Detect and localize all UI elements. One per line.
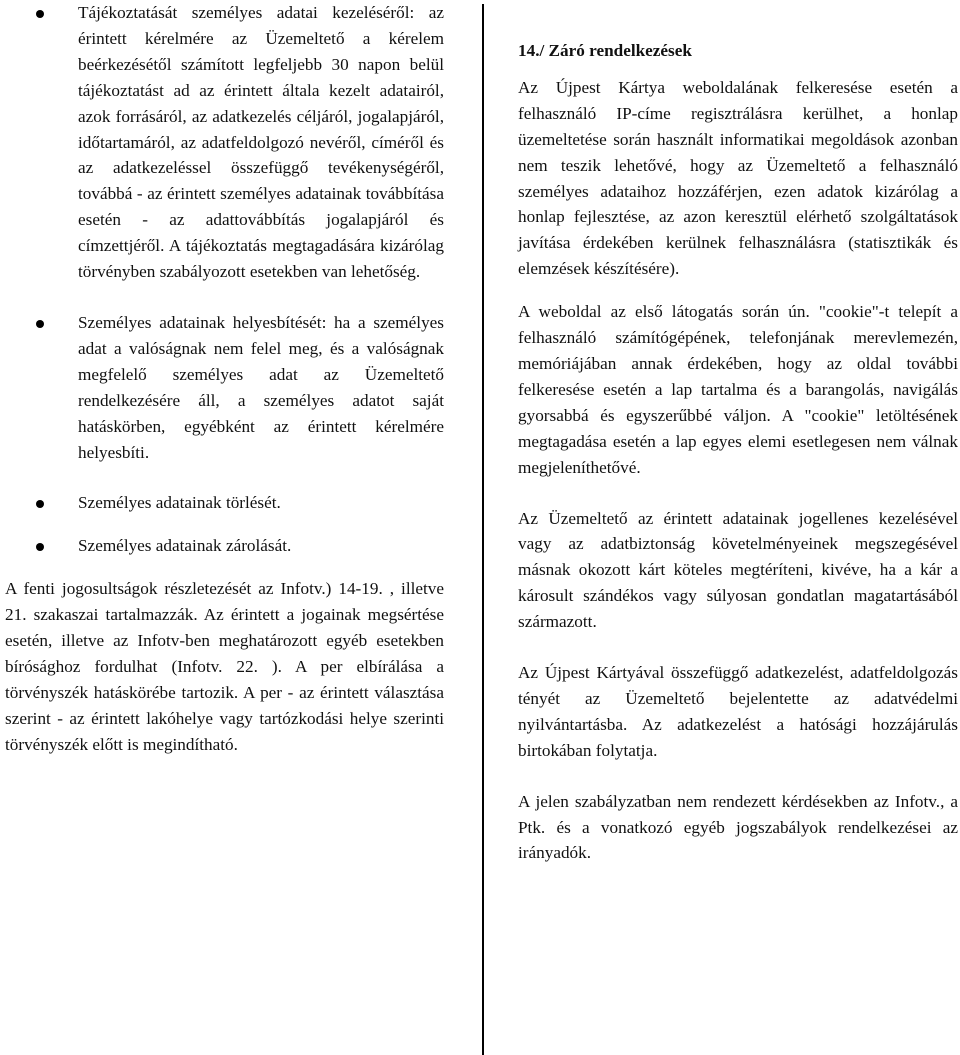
list-item-text: Tájékoztatását személyes adatai kezeléséről: az érintett kérelmére az Üzemeltető a kérelem beérkezésétől számított legfeljebb 30 napon belül tájékoztatást ad az érintett általa kezelt adatairól, azok forrásáról, az adatkezelés céljáról, jogalapjáról, időtartamáról, az adatfeldolgozó nevéről, címéről és az adatkezeléssel összefüggő tevékenységéről, továbbá - az érintett személyes adatainak továbbítása esetén - az adattovábbítás jogalapjáról és címzettjéről. A tájékoztatás megtagadására kizárólag törvényben szabályozott esetekben van lehetőség. <box>78 3 444 282</box>
list-item <box>5 0 444 285</box>
list-item <box>5 490 444 516</box>
bullet-icon <box>36 500 44 508</box>
paragraph: Az Újpest Kártyával összefüggő adatkezelést, adatfeldolgozás tényét az Üzemeltető bejelentette az adatvédelmi nyilvántartásba. Az adatkezelést a hatósági hozzájárulás birtokában folytatja. <box>518 663 958 760</box>
bullet-icon <box>36 10 44 18</box>
list-item-text: Személyes adatainak helyesbítését: ha a személyes adat a valóságnak nem felel meg, és a valóságnak megfelelő személyes adat az Üzemeltető rendelkezésére áll, a személyes adatot saját hatáskörben, egyébként az érintett kérelmére helyesbíti. <box>78 312 444 462</box>
paragraph: Az Újpest Kártya weboldalának felkeresése esetén a felhasználó IP-címe regisztrálásra kerülhet, a honlap üzemeltetése során használt informatikai megoldások azonban nem teszik lehetővé, hogy az Üzemeltető a felhasználó személyes adataihoz hozzáférjen, ezen adatok kizárólag a honlap fejlesztése, az azon keresztül elérhető szolgáltatások javítása érdekében kerülnek felhasználásra (statisztikák és elemzések készítésére). <box>518 77 958 279</box>
bullet-icon <box>36 320 44 328</box>
right-column <box>518 38 958 866</box>
list-item <box>5 310 444 465</box>
list-item-text: Személyes adatainak törlését. <box>78 493 281 513</box>
paragraph: A weboldal az első látogatás során ún. "cookie"-t telepít a felhasználó számítógépének, telefonjának merevlemezén, memóriájában annak érdekében, hogy az oldal további felkeresése esetén a lap tartalma és a barangolás, navigálás gyorsabbá és egyszerűbbé váljon. A "cookie" letöltésének megtagadása esetén a lap egyes elemi esetlegesen nem válnak megjeleníthetővé. <box>518 302 958 477</box>
paragraph: Az Üzemeltető az érintett adatainak jogellenes kezelésével vagy az adatbiztonság követelményeinek megszegésével másnak okozott kárt köteles megtéríteni, kivéve, ha a kár a károsult szándékos vagy súlyosan gondatlan magatartásából származott. <box>518 508 958 632</box>
list-item <box>5 533 444 559</box>
paragraph: A jelen szabályzatban nem rendezett kérdésekben az Infotv., a Ptk. és a vonatkozó egyéb jogszabályok rendelkezései az irányadók. <box>518 791 958 863</box>
column-divider <box>482 4 484 1055</box>
bullet-icon <box>36 543 44 551</box>
list-item-text: Személyes adatainak zárolását. <box>78 536 292 556</box>
rights-list <box>5 0 444 559</box>
section-heading: 14./ Záró rendelkezések <box>518 41 692 60</box>
left-column <box>5 0 444 758</box>
closing-paragraph: A fenti jogosultságok részletezését az Infotv.) 14-19. , illetve 21. szakaszai tartalmazzák. Az érintett a jogainak megsértése esetén, illetve az Infotv-ben meghatározott egyéb esetekben bírósághoz fordulhat (Infotv. 22. ). A per elbírálása a törvényszék hatáskörébe tartozik. A per - az érintett választása szerint - az érintett lakóhelye vagy tartózkodási helye szerinti törvényszék előtt is megindítható. <box>5 579 444 754</box>
